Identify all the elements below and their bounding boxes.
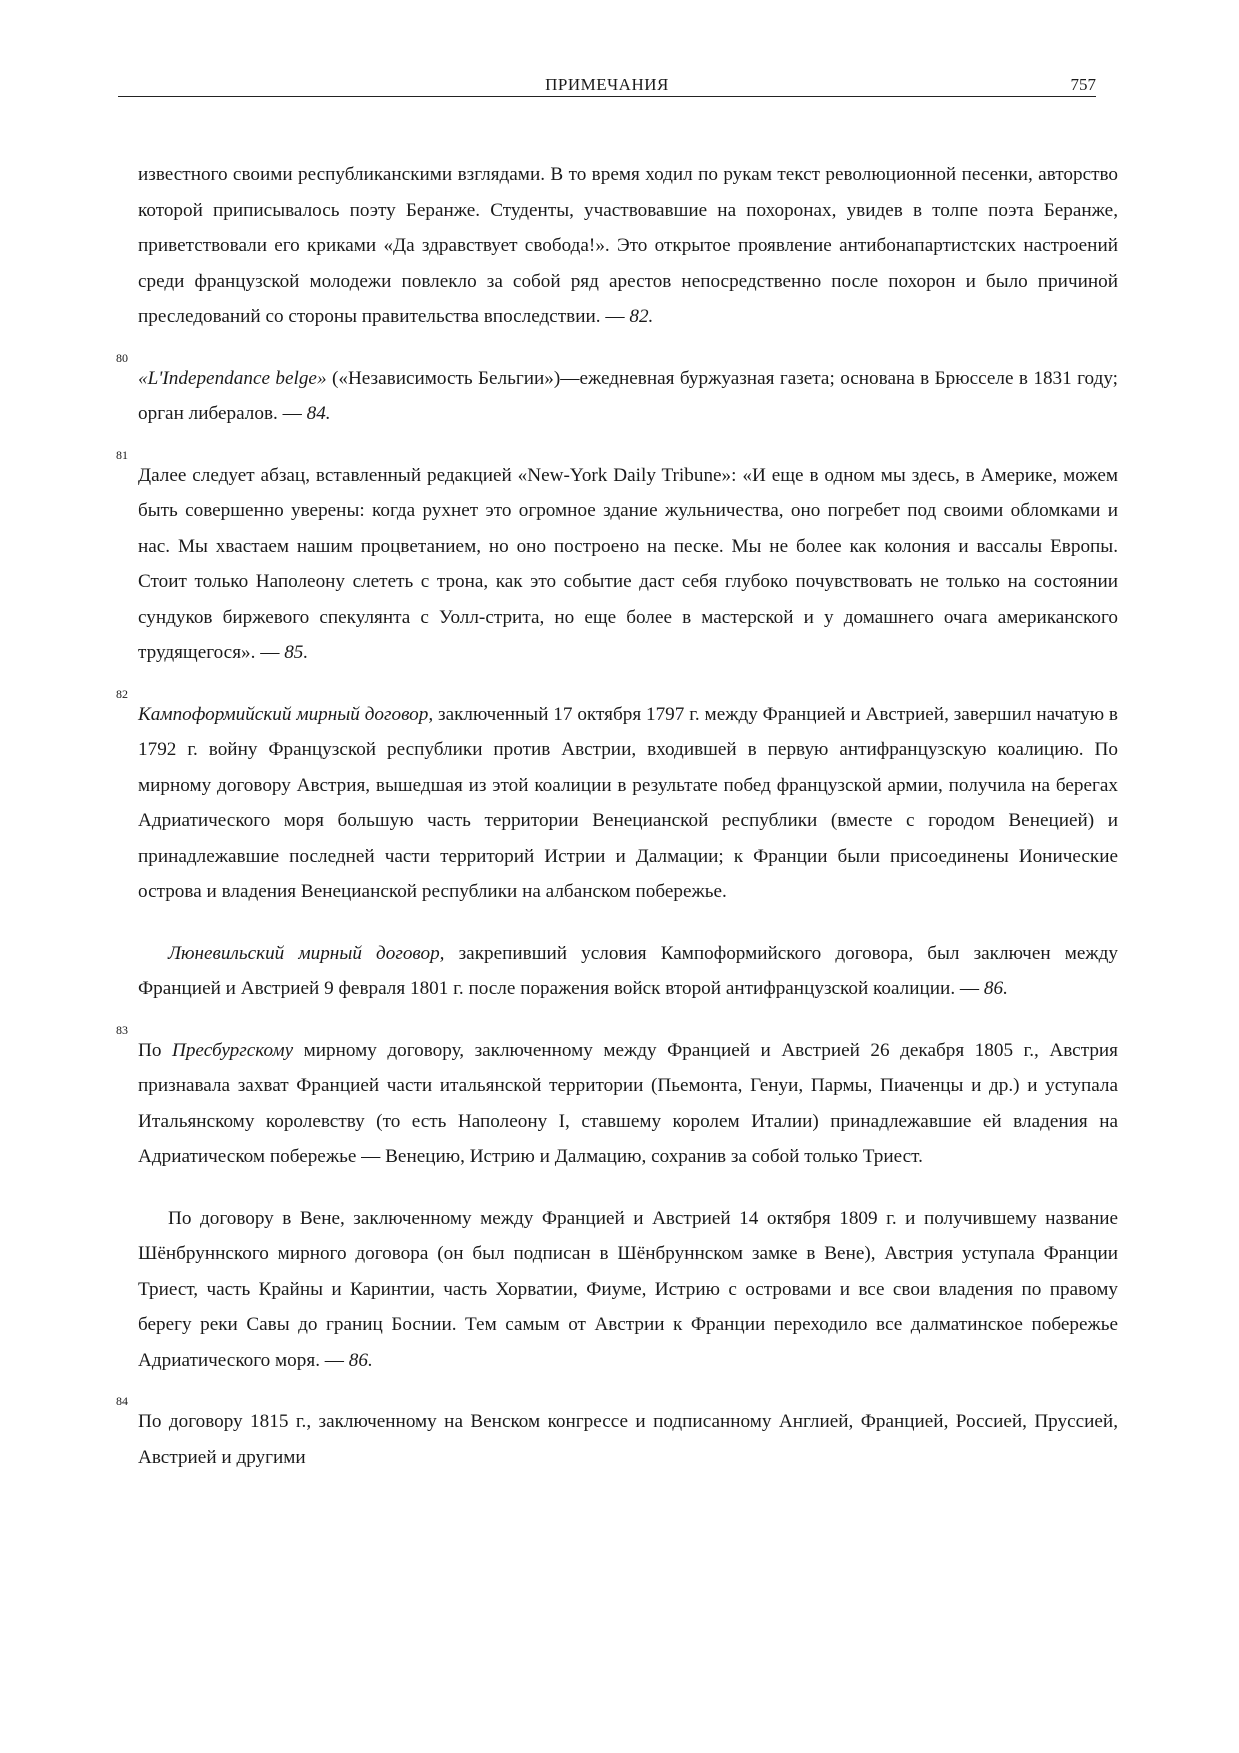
continued-note-79 bbox=[138, 157, 1118, 335]
page-reference: 84. bbox=[306, 403, 331, 424]
note-text: мирному договору, заключенному между Францией и Австрией 26 декабря 1805 г., Австрия признавала захват Францией части итальянской территории (Пьемонта, Генуи, Пармы, Пиаченцы и др.) и уступала Итальянскому королевству (то есть Наполеону I, ставшему королем Италии) принадлежавшие ей владения на Адриатическом побережье — Венецию, Истрию и Далмацию, сохранив за собой только Триест. bbox=[138, 1039, 1119, 1167]
header-title: ПРИМЕЧАНИЯ bbox=[545, 75, 669, 94]
note-83-continuation bbox=[138, 1201, 1118, 1379]
note-82-continuation bbox=[138, 936, 1118, 1007]
page-reference: 86. bbox=[348, 1349, 373, 1371]
note-text: («Независимость Бельгии»)—ежедневная буржуазная газета; основана в Брюсселе в 1831 году; орган либералов. — bbox=[138, 367, 1119, 424]
running-header bbox=[118, 74, 1096, 97]
note-title: Люневильский мирный договор, bbox=[168, 942, 445, 964]
note-83 bbox=[116, 1022, 1119, 1175]
note-text: закрепивший условия Кампоформийского договора, был заключен между Францией и Австрией 9 февраля 1801 г. после поражения войск второй антифранцузской коалиции. — bbox=[138, 942, 1118, 999]
note-text: По договору 1815 г., заключенному на Венском конгрессе и подписанному Англией, Францией, Россией, Пруссией, Австрией и другими bbox=[138, 1411, 1118, 1468]
note-text-pre: По bbox=[138, 1039, 172, 1061]
page-number: 757 bbox=[1070, 75, 1096, 94]
note-84 bbox=[116, 1394, 1118, 1475]
note-number: 81 bbox=[116, 447, 128, 462]
note-text: известного своими республиканскими взглядами. В то время ходил по рукам текст революционной песенки, авторство которой приписывалось поэту Беранже. Студенты, участвовавшие на похоронах, увидев в толпе поэта Беранже, приветствовали его криками «Да здравствует свобода!». Это открытое проявление антибонапартистских настроений среди французской молодежи повлекло за собой ряд арестов непосредственно после похорон и было причиной преследований со стороны правительства впоследствии. — bbox=[138, 164, 1118, 327]
note-number: 80 bbox=[116, 350, 128, 365]
note-80 bbox=[116, 350, 1119, 432]
page-reference: 82. bbox=[629, 306, 654, 327]
note-number: 83 bbox=[116, 1022, 128, 1037]
note-title: Кампоформийский мирный договор, bbox=[138, 703, 434, 725]
note-title: Пресбургскому bbox=[171, 1039, 294, 1061]
note-number: 82 bbox=[116, 686, 128, 701]
note-text: Далее следует абзац, вставленный редакцией «New-York Daily Tribune»: «И еще в одном мы здесь, в Америке, можем быть совершенно уверены: когда рухнет это огромное здание жульничества, оно погребет под своими обломками и нас. Мы хвастаем нашим процветанием, но оно построено на песке. Мы не более как колония и вассалы Европы. Стоит только Наполеону слететь с трона, как это событие даст себя глубоко почувствовать не только на состоянии сундуков биржевого спекулянта с Уолл-стрита, но еще более в мастерской и у домашнего очага американского трудящегося». — bbox=[138, 464, 1118, 663]
note-number: 84 bbox=[116, 1394, 128, 1408]
note-82 bbox=[116, 686, 1118, 910]
notes-body bbox=[116, 157, 1119, 1475]
note-81 bbox=[116, 447, 1118, 671]
note-text: По договору в Вене, заключенному между Францией и Австрией 14 октября 1809 г. и получившему название Шёнбруннского мирного договора (он был подписан в Шёнбруннском замке в Вене), Австрия уступала Франции Триест, часть Крайны и Каринтии, часть Хорватии, Фиуме, Истрию с островами и все свои владения по правому берегу реки Савы до границ Боснии. Тем самым от Австрии к Франции переходило все далматинское побережье Адриатического моря. — bbox=[138, 1207, 1118, 1371]
page-reference: 85. bbox=[284, 642, 309, 663]
note-title: «L'Independance belge» bbox=[138, 367, 327, 389]
note-text: заключенный 17 октября 1797 г. между Францией и Австрией, завершил начатую в 1792 г. войну Французской республики против Австрии, входившей в первую антифранцузскую коалицию. По мирному договору Австрия, вышедшая из этой коалиции в результате побед французской армии, получила на берегах Адриатического моря большую часть территории Венецианской республики (вместе с городом Венецией) и принадлежавшие последней части территорий Истрии и Далмации; к Франции были присоединены Ионические острова и владения Венецианской республики на албанском побережье. bbox=[138, 703, 1118, 902]
page-reference: 86. bbox=[983, 978, 1008, 999]
